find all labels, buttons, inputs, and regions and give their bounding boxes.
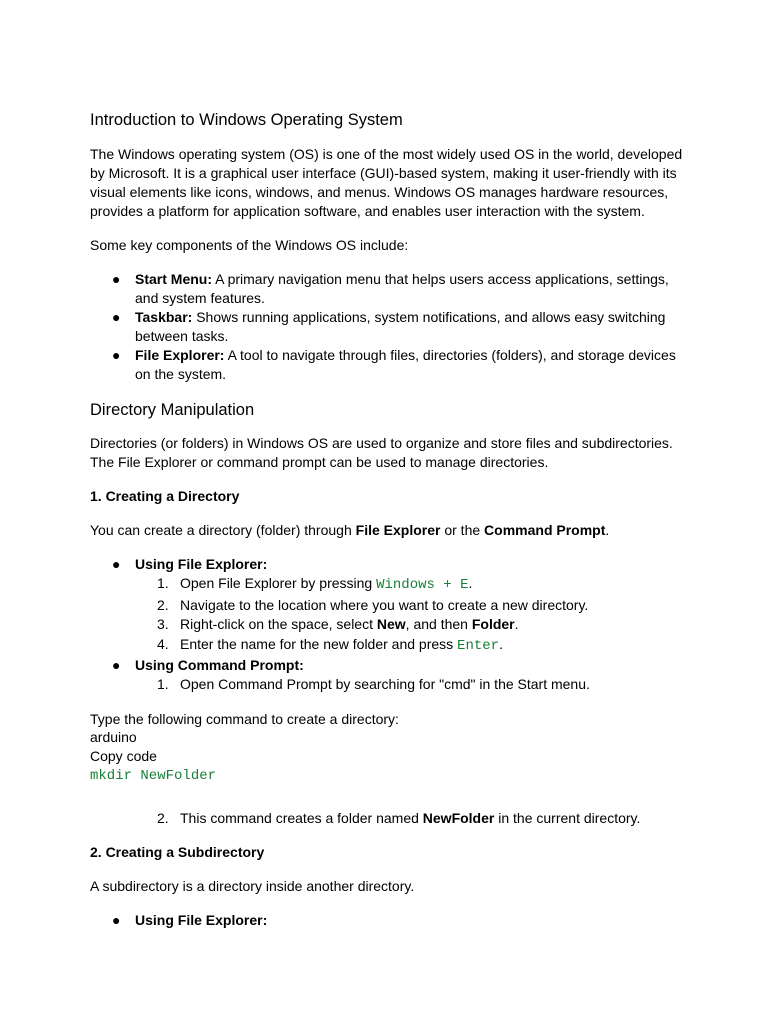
section-intro: Directories (or folders) in Windows OS are used to organize and store files and subdirectories. The File Explorer or command prompt can be used to manage directories. (90, 435, 673, 470)
bullet-icon: ● (112, 657, 121, 673)
code-block: mkdir NewFolder (90, 768, 217, 784)
list-item (90, 555, 690, 656)
list-item (90, 308, 690, 346)
subsection-heading: 2. Creating a Subdirectory (90, 844, 265, 860)
code-language-label: arduino (90, 729, 137, 745)
bullet-icon: ● (112, 309, 121, 325)
step-item: 1. Open Command Prompt by searching for "cmd" in the Start menu. (157, 676, 590, 692)
intro-paragraph: The Windows operating system (OS) is one of the most widely used OS in the world, developed by Microsoft. It is a graphical user interface (GUI)-based system, making it user-friendly with its visual elements like icons, windows, and menus. Windows OS manages hardware resources, provides a platform for application software, and enables user interaction with the system. (90, 146, 683, 219)
copy-code-link[interactable]: Copy code (90, 747, 157, 764)
subsection-heading: 1. Creating a Directory (90, 488, 240, 504)
list-item (90, 270, 690, 308)
list-desc: A tool to navigate through files, directories (folders), and storage devices on the system. (135, 347, 676, 382)
subsection-intro: You can create a directory (folder) through File Explorer or the Command Prompt. (90, 522, 610, 538)
list-desc: A primary navigation menu that helps users access applications, settings, and system features. (135, 271, 669, 306)
list-item (90, 346, 690, 384)
bullet-icon: ● (112, 271, 121, 287)
step-item: 2. This command creates a folder named NewFolder in the current directory. (157, 810, 641, 826)
doc-title: Introduction to Windows Operating System (90, 111, 403, 129)
methods-list (90, 911, 690, 930)
list-term: Taskbar: (135, 309, 193, 325)
steps-list (135, 574, 690, 656)
components-intro: Some key components of the Windows OS include: (90, 237, 409, 253)
bullet-icon: ● (112, 347, 121, 363)
components-list (90, 270, 690, 384)
inline-code: Enter (457, 637, 500, 654)
section-heading: Directory Manipulation (90, 401, 255, 419)
step-item: 3. Right-click on the space, select New, and then Folder. (157, 616, 519, 632)
subsection-intro: A subdirectory is a directory inside another directory. (90, 878, 415, 894)
methods-list (90, 555, 690, 695)
inline-code: Windows + E (376, 577, 469, 593)
method-label: Using Command Prompt: (135, 657, 304, 673)
list-desc: Shows running applications, system notifications, and allows easy switching between tasks. (135, 309, 666, 344)
method-label: Using File Explorer: (135, 556, 268, 572)
list-term: File Explorer: (135, 347, 225, 363)
list-item (90, 911, 690, 930)
step-item: 4. Enter the name for the new folder and press Enter. (157, 635, 503, 654)
step-item: 2. Navigate to the location where you want to create a new directory. (157, 596, 589, 613)
steps-list (135, 675, 690, 695)
command-intro: Type the following command to create a directory: (90, 710, 399, 727)
list-term: Start Menu: (135, 271, 212, 287)
list-item (90, 656, 690, 695)
bullet-icon: ● (112, 556, 121, 572)
step-item: 1. Open File Explorer by pressing Windows + E. (157, 575, 473, 593)
document-page (90, 108, 690, 942)
bullet-icon: ● (112, 912, 121, 928)
method-label: Using File Explorer: (135, 912, 268, 928)
